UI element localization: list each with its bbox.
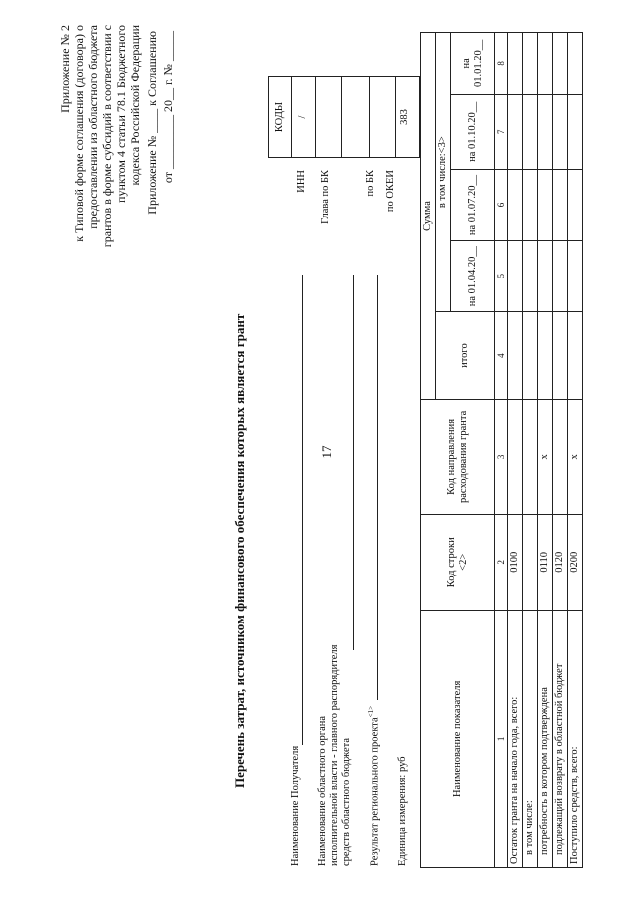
row-cell[interactable] (523, 169, 538, 240)
agreement-line-2: от _________ 20__ г. № _____ (161, 31, 175, 184)
appendix-line: к Типовой форме соглашения (договора) о (72, 25, 86, 242)
row-cell[interactable] (508, 33, 523, 95)
inn-label: ИНН (296, 170, 307, 193)
header-date-4: на 01.01.20__ (451, 33, 495, 95)
row-cell[interactable] (553, 94, 568, 169)
page-number: 17 (319, 445, 334, 459)
okei-code-value: 383 (399, 109, 410, 125)
header-line-code: Код строки <2> (421, 514, 495, 610)
row-cell[interactable] (553, 241, 568, 312)
appendix-line: кодекса Российской Федерации (128, 25, 142, 186)
header-date-1: на 01.04.20__ (451, 241, 495, 312)
table-row (538, 33, 553, 868)
recipient-underline (302, 275, 303, 745)
codes-divider (395, 77, 396, 157)
row-cell[interactable] (523, 94, 538, 169)
row-direction (508, 399, 523, 514)
column-number: 1 (495, 610, 508, 867)
result-underline (377, 275, 378, 700)
row-cell[interactable] (553, 33, 568, 95)
header-direction-code: Код направления расходования гранта (421, 399, 495, 514)
column-number: 5 (495, 241, 508, 312)
header-sum: Сумма (421, 33, 436, 400)
table-row (523, 33, 538, 868)
row-cell[interactable] (508, 169, 523, 240)
row-cell[interactable] (568, 169, 583, 240)
by-bk-label: по БК (365, 170, 376, 197)
rotated-form (20, 20, 610, 880)
table-row (568, 33, 583, 868)
row-code: 0110 (538, 514, 553, 610)
row-cell[interactable] (538, 312, 553, 400)
row-cell[interactable] (538, 169, 553, 240)
row-direction (553, 399, 568, 514)
header-incl: в том числе:<3> (436, 33, 451, 312)
codes-divider (315, 77, 316, 157)
column-number: 4 (495, 312, 508, 400)
row-direction: x (538, 399, 553, 514)
row-name: в том числе: (523, 610, 538, 867)
row-cell[interactable] (538, 241, 553, 312)
table-row (508, 33, 523, 868)
row-cell[interactable] (508, 312, 523, 400)
header-indicator: Наименование показателя (421, 610, 495, 867)
row-cell[interactable] (568, 312, 583, 400)
row-cell[interactable] (523, 241, 538, 312)
recipient-code-value: / (297, 115, 308, 119)
codes-divider (341, 77, 342, 157)
appendix-line: грантов в форме субсидий в соответствии с (100, 25, 114, 248)
row-code: 0120 (553, 514, 568, 610)
row-cell[interactable] (568, 33, 583, 95)
authority-label-3: средств областного бюджета (341, 737, 352, 866)
row-code: 0100 (508, 514, 523, 610)
column-number: 2 (495, 514, 508, 610)
authority-label-1: Наименование областного органа (317, 715, 328, 866)
expenses-table (420, 32, 583, 868)
codes-divider (369, 77, 370, 157)
row-cell[interactable] (568, 94, 583, 169)
table-row (553, 33, 568, 868)
result-label: Результат регионального проекта$^{<1>}$ (367, 705, 381, 866)
column-number: 8 (495, 33, 508, 95)
header-date-2: на 01.07.20__ (451, 169, 495, 240)
agreement-reference (144, 31, 176, 296)
row-direction: x (568, 399, 583, 514)
form-title: Перечень затрат, источником финансового обеспечения которых является грант (232, 313, 247, 788)
column-number: 3 (495, 399, 508, 514)
row-code: 0200 (568, 514, 583, 610)
column-number: 7 (495, 94, 508, 169)
unit-label: Единица измерения: руб (397, 756, 408, 866)
head-bk-label: Глава по БК (320, 170, 331, 224)
row-cell[interactable] (508, 241, 523, 312)
row-cell[interactable] (553, 312, 568, 400)
table-header-row (421, 33, 436, 868)
row-name: Остаток гранта на начало года, всего: (508, 610, 523, 867)
row-cell[interactable] (568, 241, 583, 312)
row-cell[interactable] (553, 169, 568, 240)
okei-label: по ОКЕИ (385, 170, 396, 213)
authority-underline (353, 275, 354, 650)
row-name: потребность в котором подтверждена (538, 610, 553, 867)
column-number: 6 (495, 169, 508, 240)
row-cell[interactable] (523, 33, 538, 95)
header-total: итого (436, 312, 495, 400)
authority-label-2: исполнительной власти - главного распорядителя (329, 644, 340, 866)
appendix-line: предоставлении из областного бюджета (86, 25, 100, 229)
row-cell[interactable] (523, 312, 538, 400)
column-number-row (495, 33, 508, 868)
codes-header: КОДЫ (269, 77, 292, 157)
header-date-3: на 01.10.20__ (451, 94, 495, 169)
row-cell[interactable] (538, 94, 553, 169)
codes-box (268, 76, 420, 158)
agreement-line-1: Приложение № ____ к Соглашению (145, 31, 159, 215)
row-direction (523, 399, 538, 514)
appendix-line: пунктом 4 статьи 78.1 Бюджетного (114, 25, 128, 203)
row-code (523, 514, 538, 610)
row-name: Поступило средств, всего: (568, 610, 583, 867)
appendix-reference (58, 25, 142, 310)
appendix-line: Приложение № 2 (58, 25, 72, 113)
row-name: подлежащий возврату в областной бюджет (553, 610, 568, 867)
row-cell[interactable] (508, 94, 523, 169)
row-cell[interactable] (538, 33, 553, 95)
recipient-label: Наименование Получателя (290, 745, 301, 866)
